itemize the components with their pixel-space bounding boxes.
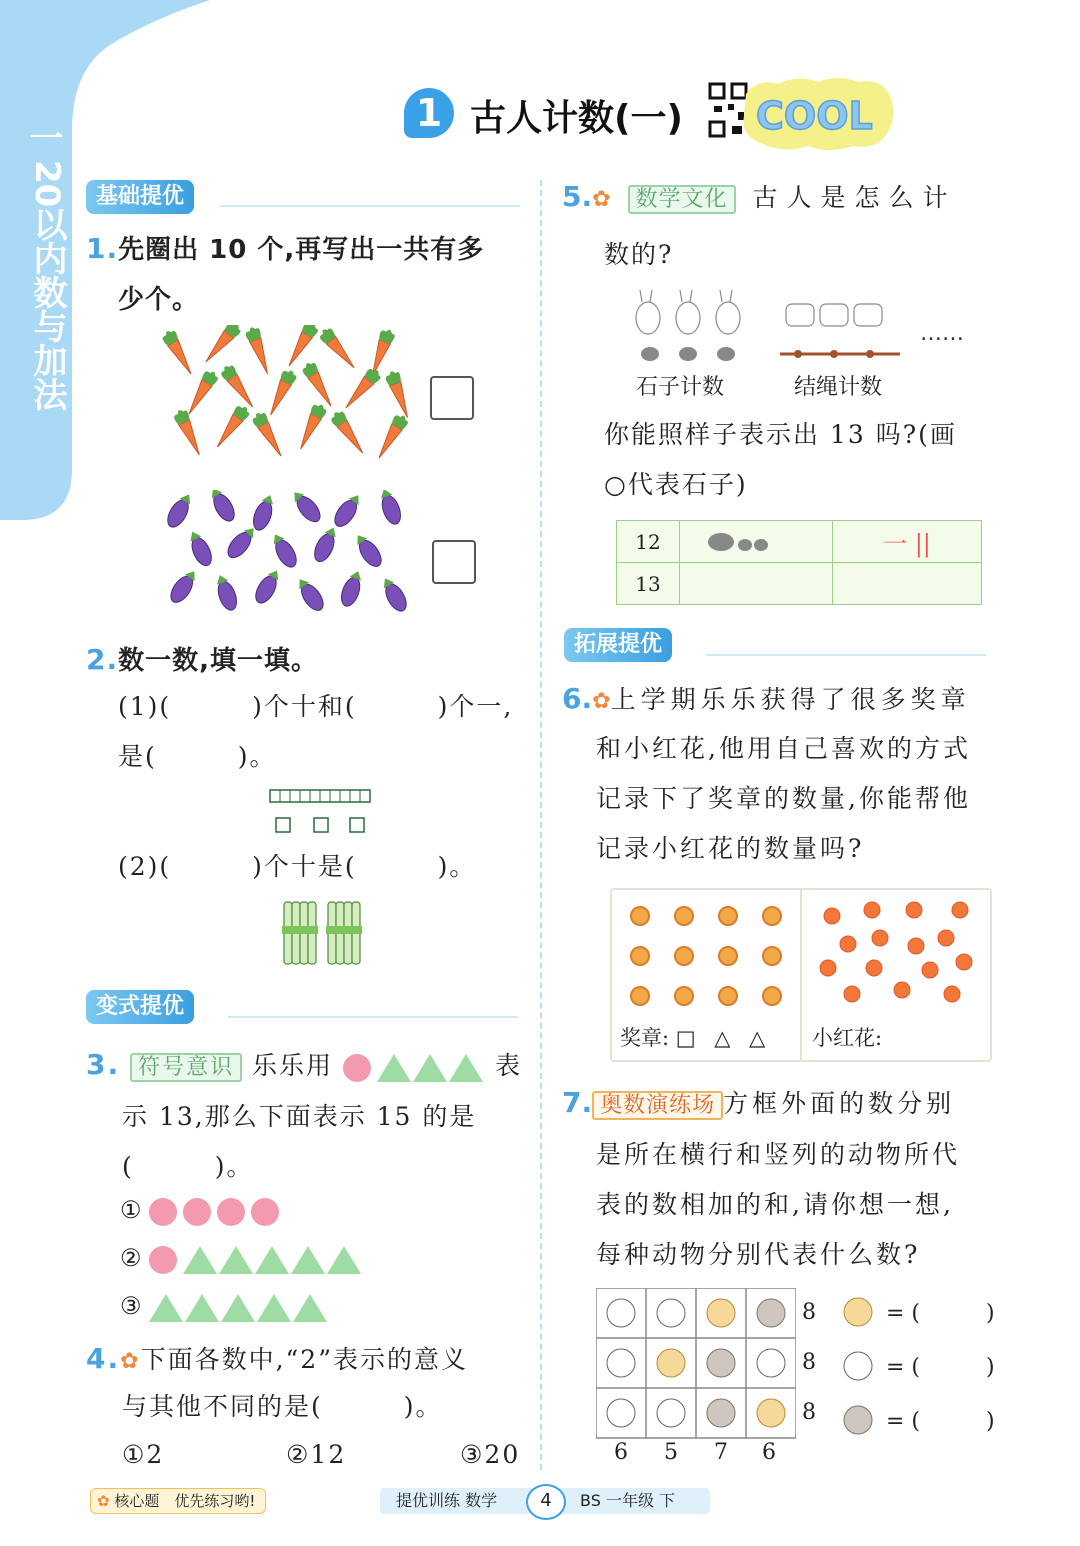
carrot-icon xyxy=(219,363,259,412)
triangle-shape xyxy=(183,1246,217,1274)
question-number: 6. xyxy=(562,682,593,715)
eggplant-icon xyxy=(331,491,365,530)
counting-table xyxy=(616,520,982,605)
flowers-image xyxy=(812,898,982,1008)
medal-record xyxy=(620,1022,771,1052)
question-number: 1. xyxy=(86,232,119,265)
table-row-label: 12 xyxy=(617,521,680,563)
tag-math-culture: 数学文化 xyxy=(628,185,736,214)
base-ten-blocks-image xyxy=(268,786,374,836)
table-row-label: 13 xyxy=(617,563,680,605)
q3-text-b: 表 xyxy=(494,1051,522,1080)
eggplant-icon xyxy=(351,531,385,570)
core-label: 核心题 优先练习哟! xyxy=(114,1492,256,1510)
eggplant-icon xyxy=(167,567,201,606)
q4-text: 下面各数中,“2”表示的意义 xyxy=(140,1345,468,1374)
q3-line3: ( )。 xyxy=(122,1152,254,1181)
medals-image xyxy=(622,898,792,1018)
circle-shape xyxy=(149,1198,177,1226)
answer-cow[interactable]: = ( ) xyxy=(886,1355,995,1380)
carrot-icon xyxy=(294,401,328,452)
q6-line3: 记录下了奖章的数量,你能帮他 xyxy=(596,784,971,813)
triangle-shape xyxy=(257,1294,291,1322)
carrot-icon xyxy=(384,369,415,420)
carrot-icon xyxy=(300,360,337,410)
triangle-shape xyxy=(449,1054,483,1082)
section-label-a: 变式 xyxy=(96,994,141,1019)
circle-shape xyxy=(183,1198,211,1226)
stick-bundles-image xyxy=(280,896,364,972)
triangle-shape xyxy=(221,1294,255,1322)
flower-record[interactable]: 小红花: xyxy=(812,1026,883,1050)
q2-part1-line1: (1)( )个十和( )个一, xyxy=(118,692,514,721)
chapter-numeral: 一 xyxy=(23,120,63,154)
triangle-shape xyxy=(327,1246,361,1274)
cool-logo-text: COOL xyxy=(756,94,873,138)
panel-divider xyxy=(800,890,802,1060)
col-sum-1: 6 xyxy=(614,1440,628,1465)
page-footer xyxy=(380,1488,710,1514)
question-number: 7. xyxy=(562,1086,593,1119)
carrots-image xyxy=(160,325,420,475)
q3-text-a: 乐乐用 xyxy=(252,1051,334,1080)
circle-shape xyxy=(251,1198,279,1226)
row-sum-3: 8 xyxy=(802,1400,816,1425)
eggplant-icon xyxy=(293,575,327,614)
eggplant-icon xyxy=(212,572,240,612)
q4-line2: 与其他不同的是( )。 xyxy=(122,1392,443,1421)
col-sum-4: 6 xyxy=(762,1440,776,1465)
q6-line4: 记录小红花的数量吗? xyxy=(596,834,865,863)
eggplant-icon xyxy=(164,490,196,530)
tag-symbol-sense: 符号意识 xyxy=(130,1053,242,1082)
q5-text: 古人是怎么计 xyxy=(752,183,957,212)
answer-bear[interactable]: = ( ) xyxy=(886,1409,995,1434)
carrot-icon xyxy=(183,368,220,418)
eggplant-icon xyxy=(206,490,238,524)
eggplant-icon xyxy=(338,568,366,608)
q7-text: 方框外面的数分别 xyxy=(723,1089,956,1118)
section-label-b: 提优 xyxy=(618,632,663,657)
col-sum-2: 5 xyxy=(664,1440,678,1465)
question-2-title xyxy=(86,636,318,685)
question-7-line1 xyxy=(562,1078,955,1128)
section-line xyxy=(220,205,520,207)
lesson-number-badge: 1 xyxy=(404,88,454,138)
q6-line2: 和小红花,他用自己喜欢的方式 xyxy=(596,734,971,763)
book-name: 提优训练 数学 xyxy=(396,1491,498,1510)
section-basic xyxy=(86,180,194,214)
tag-olympiad: 奥数演练场 xyxy=(592,1091,723,1120)
q6-text: 上学期乐乐获得了很多奖章 xyxy=(610,685,971,714)
eggplant-icon xyxy=(288,490,324,526)
stones-icon xyxy=(681,524,781,554)
circle-shape xyxy=(149,1246,177,1274)
carrot-icon xyxy=(373,412,410,462)
eggplant-icon xyxy=(378,574,410,614)
carrot-icon xyxy=(340,366,383,413)
ancient-counting-image xyxy=(630,288,980,368)
section-line xyxy=(228,1016,518,1018)
q5-line2: 数的? xyxy=(604,240,674,269)
carrot-icon xyxy=(200,325,243,367)
eggplant-icon xyxy=(311,524,341,564)
triangle-shape xyxy=(149,1294,183,1322)
column-divider xyxy=(540,180,542,1470)
chapter-title xyxy=(22,120,72,411)
question-text-line1: 先圈出 10 个,再写出一共有多 xyxy=(118,235,485,265)
carrot-icon xyxy=(250,410,287,460)
option-marker: ③ xyxy=(120,1292,142,1320)
eggplant-icon xyxy=(268,530,300,570)
row-sum-2: 8 xyxy=(802,1350,816,1375)
triangle-shape xyxy=(219,1246,253,1274)
question-number: 5. xyxy=(562,180,593,213)
section-extension xyxy=(564,628,672,662)
core-medal-icon: ✿ xyxy=(120,1349,141,1374)
medals-flowers-panel xyxy=(610,888,992,1062)
animal-legend xyxy=(836,1294,880,1444)
col-sum-3: 7 xyxy=(714,1440,728,1465)
caption-stone-count: 石子计数 xyxy=(636,375,725,400)
section-label-b: 提优 xyxy=(140,184,185,209)
question-number: 4. xyxy=(86,1342,121,1375)
core-question-badge xyxy=(90,1488,266,1514)
q7-line3: 表的数相加的和,请你想一想, xyxy=(596,1190,954,1219)
question-4-line1 xyxy=(86,1334,468,1386)
answer-box-carrots[interactable] xyxy=(430,376,474,420)
question-5-line1 xyxy=(562,172,957,224)
question-3-line1 xyxy=(86,1040,526,1090)
q2-part2: (2)( )个十是( )。 xyxy=(118,852,477,881)
question-number: 2. xyxy=(86,643,119,676)
triangle-shape xyxy=(377,1054,411,1082)
q3-line2: 示 13,那么下面表示 15 的是 xyxy=(122,1102,477,1131)
animal-grid xyxy=(596,1288,796,1440)
q4-option-2[interactable]: ②12 xyxy=(286,1440,347,1469)
page-number: 4 xyxy=(526,1484,566,1520)
section-label-b: 提优 xyxy=(140,994,185,1019)
carrot-icon xyxy=(160,328,197,378)
circle-shape xyxy=(343,1054,371,1082)
carrot-icon xyxy=(317,325,360,372)
carrot-icon xyxy=(244,325,275,376)
q2-part1-line2: 是( )。 xyxy=(118,742,277,771)
eggplant-icon xyxy=(252,566,284,606)
answer-dog[interactable]: = ( ) xyxy=(886,1301,995,1326)
core-medal-icon: ✿ xyxy=(97,1492,110,1510)
q5-line3: 你能照样子表示出 13 吗?(画 xyxy=(604,420,957,449)
option-marker: ② xyxy=(120,1244,142,1272)
eggplant-icon xyxy=(376,490,404,527)
knots-cell: 一 || xyxy=(833,521,982,563)
question-text-line2: 少个。 xyxy=(118,285,200,315)
core-medal-icon: ✿ xyxy=(592,689,611,714)
q3-option-1[interactable] xyxy=(120,1196,285,1226)
triangle-shape xyxy=(185,1294,219,1322)
triangle-shape xyxy=(413,1054,447,1082)
eggplants-image xyxy=(160,490,420,620)
chapter-name: 20以内数与加法 xyxy=(27,160,67,412)
triangle-shape xyxy=(255,1246,289,1274)
section-label-a: 基础 xyxy=(96,184,141,209)
caption-knot-count: 结绳计数 xyxy=(794,375,883,400)
eggplant-icon xyxy=(250,492,278,532)
circle-shape xyxy=(217,1198,245,1226)
option-marker: ① xyxy=(120,1196,142,1224)
medal-label: 奖章: xyxy=(620,1026,670,1050)
eggplant-icon xyxy=(224,523,260,562)
q4-option-3[interactable]: ③20 xyxy=(460,1440,521,1469)
bear-icon xyxy=(844,1406,872,1434)
q3-option-3[interactable] xyxy=(120,1292,329,1322)
answer-box-eggplants[interactable] xyxy=(432,540,476,584)
lesson-title: 古人计数(一) xyxy=(470,98,683,139)
eggplant-icon xyxy=(185,528,215,568)
question-2-text: 数一数,填一填。 xyxy=(118,646,319,676)
triangle-shape xyxy=(293,1294,327,1322)
carrot-icon xyxy=(211,403,251,452)
svg-text:……: …… xyxy=(920,321,964,346)
stones-cell xyxy=(680,521,833,563)
dog-icon xyxy=(844,1298,872,1326)
q7-line4: 每种动物分别代表什么数? xyxy=(596,1240,921,1269)
cow-icon xyxy=(844,1352,872,1380)
carrot-icon xyxy=(264,367,298,418)
q4-option-1[interactable]: ①2 xyxy=(122,1440,165,1469)
q3-option-2[interactable] xyxy=(120,1244,363,1274)
section-label-a: 拓展 xyxy=(574,632,619,657)
section-line xyxy=(706,654,986,656)
core-medal-icon: ✿ xyxy=(592,187,611,212)
question-6-line1 xyxy=(562,674,971,726)
answer-cell-stones[interactable] xyxy=(680,563,833,605)
row-sum-1: 8 xyxy=(802,1300,816,1325)
q5-line4: ○代表石子) xyxy=(604,470,748,499)
question-number: 3. xyxy=(86,1048,121,1081)
q7-line2: 是所在横行和竖列的动物所代 xyxy=(596,1140,961,1169)
grade-label: BS 一年级 下 xyxy=(580,1491,676,1510)
cool-logo xyxy=(738,74,898,154)
answer-cell-knots[interactable] xyxy=(833,563,982,605)
triangle-shape xyxy=(291,1246,325,1274)
medal-marks: □ △ △ xyxy=(675,1026,772,1050)
question-1 xyxy=(86,224,526,325)
carrot-icon xyxy=(172,407,206,458)
section-variant xyxy=(86,990,194,1024)
carrot-icon xyxy=(329,409,369,458)
